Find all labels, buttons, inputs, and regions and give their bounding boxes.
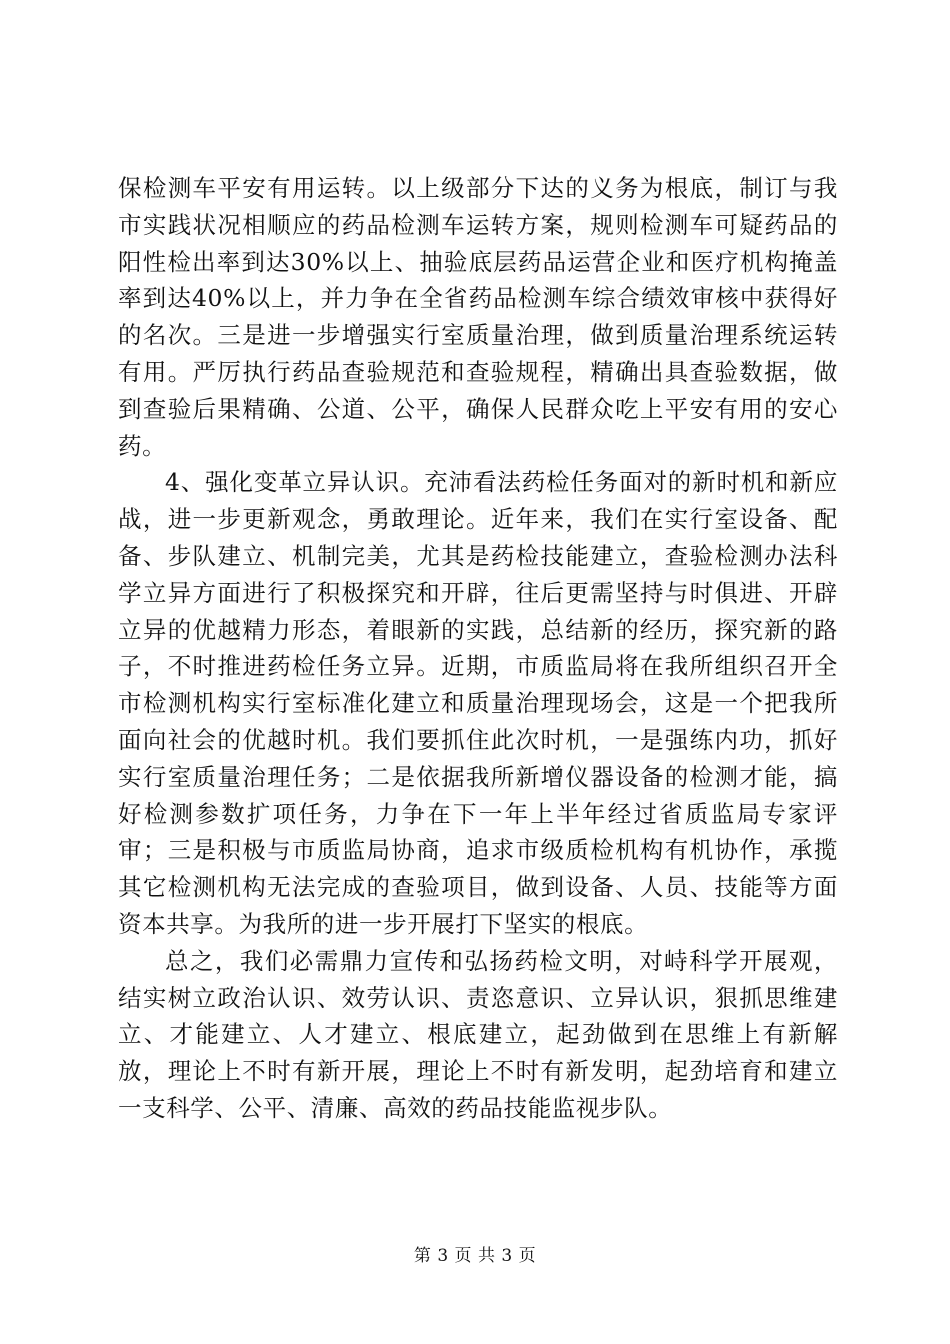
page-footer: 第 3 页 共 3 页 [413,1246,537,1266]
document-body [118,170,838,1127]
paragraph-reform-innovation: 4、强化变革立异认识。充沛看法药检任务面对的新时机和新应战，进一步更新观念，勇敢理论。近年来，我们在实行室设备、配备、步队建立、机制完美，尤其是药检技能建立，查验检测办法科学立异方面进行了积极探究和开辟，往后更需坚持与时俱进、开辟立异的优越精力形态，着眼新的实践，总结新的经历，探究新的路子，不时推进药检任务立异。近期，市质监局将在我所组织召开全市检测机构实行室标准化建立和质量治理现场会，这是一个把我所面向社会的优越时机。我们要抓住此次时机，一是强练内功，抓好实行室质量治理任务；二是依据我所新增仪器设备的检测才能，搞好检测参数扩项任务，力争在下一年上半年经过省质监局专家评审；三是积极与市质监局协商，追求市级质检机构有机协作，承揽其它检测机构无法完成的查验项目，做到设备、人员、技能等方面资本共享。为我所的进一步开展打下坚实的根底。 [118,468,838,938]
paragraph-conclusion: 总之，我们必需鼎力宣传和弘扬药检文明，对峙科学开展观，结实树立政治认识、效劳认识、责恣意识、立异认识，狠抓思维建立、才能建立、人才建立、根底建立，起劲做到在思维上有新解放，理论上不时有新开展，理论上不时有新发明，起劲培育和建立一支科学、公平、清廉、高效的药品技能监视步队。 [118,946,838,1122]
paragraph-continuation: 保检测车平安有用运转。以上级部分下达的义务为根底，制订与我市实践状况相顺应的药品检测车运转方案，规则检测车可疑药品的阳性检出率到达30%以上、抽验底层药品运营企业和医疗机构掩盖率到达40%以上，并力争在全省药品检测车综合绩效审核中获得好的名次。三是进一步增强实行室质量治理，做到质量治理系统运转有用。严厉执行药品查验规范和查验规程，精确出具查验数据，做到查验后果精确、公道、公平，确保人民群众吃上平安有用的安心药。 [118,174,838,460]
